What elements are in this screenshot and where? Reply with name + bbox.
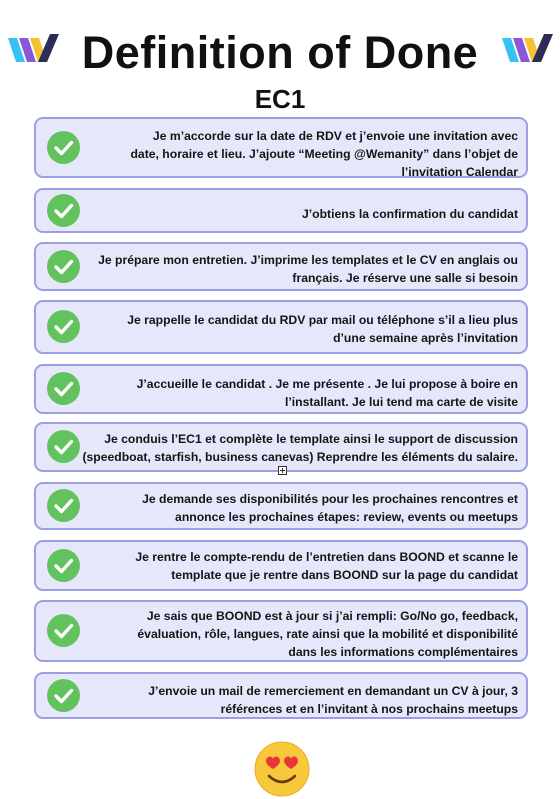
checklist-item-text (148, 682, 518, 718)
checklist-item (34, 188, 528, 233)
wemanity-logo-icon (6, 32, 62, 70)
checklist-item-line: Je demande ses disponibilités pour les prochaines rencontres et (142, 492, 518, 506)
checklist-item (34, 600, 528, 662)
checklist-item-text (82, 430, 518, 466)
checklist-item-line: annonce les prochaines étapes: review, events ou meetups (175, 510, 518, 524)
checkmark-icon (47, 489, 80, 522)
checklist-item-line: l’invitation Calendar (401, 165, 518, 179)
checkmark-icon (47, 430, 80, 463)
checklist-item-text (135, 548, 518, 584)
checklist-item-line: Je rappelle le candidat du RDV par mail ou téléphone s’il a lieu plus (127, 313, 518, 327)
checkmark-icon (47, 614, 80, 647)
checklist-item-text (302, 205, 518, 223)
checklist-item-line: J’envoie un mail de remerciement en demandant un CV à jour, 3 (148, 684, 518, 698)
checklist-item (34, 422, 528, 472)
checklist-item-text (130, 127, 518, 181)
checklist-item-line: français. Je réserve une salle si besoin (292, 271, 518, 285)
checklist-item (34, 242, 528, 291)
checklist-item-line: d’une semaine après l’invitation (333, 331, 518, 345)
move-handle-icon[interactable] (278, 466, 287, 475)
checklist-item-line: J’accueille le candidat . Je me présente . Je lui propose à boire en (136, 377, 518, 391)
checkmark-icon (47, 194, 80, 227)
checkmark-icon (47, 250, 80, 283)
checklist-item (34, 482, 528, 530)
checklist-item-text (98, 251, 518, 287)
page-title: Definition of Done (81, 27, 479, 78)
checklist-item-line: Je conduis l’EC1 et complète le template ainsi le support de discussion (104, 432, 518, 446)
checklist-item (34, 540, 528, 591)
checkmark-icon (47, 549, 80, 582)
checklist-item-line: Je prépare mon entretien. J’imprime les templates et le CV en anglais ou (98, 253, 518, 267)
checklist-item-text (137, 607, 518, 661)
checklist-item-line: Je m’accorde sur la date de RDV et j’envoie une invitation avec (152, 129, 518, 143)
checklist-item-line: template que je rentre dans BOOND sur la page du candidat (171, 568, 518, 582)
checklist-item-line: date, horaire et lieu. J’ajoute “Meeting @Wemanity” dans l’objet de (130, 147, 518, 161)
checklist-item (34, 300, 528, 354)
title-row (0, 22, 560, 84)
checkmark-icon (47, 372, 80, 405)
checklist-item-text (142, 490, 518, 526)
checklist-item-line: l’installant. Je lui tend ma carte de visite (285, 395, 518, 409)
checklist-item-line: dans les informations complémentaires (288, 645, 518, 659)
checklist-item-line: références et en l’invitant à nos prochains meetups (220, 702, 518, 716)
checklist-item-line: Je sais que BOOND est à jour si j’ai rempli: Go/No go, feedback, (146, 609, 518, 623)
checklist-item-text (127, 311, 518, 347)
checklist-item-line: J’obtiens la confirmation du candidat (301, 207, 518, 221)
checkmark-icon (47, 679, 80, 712)
checklist-item (34, 364, 528, 414)
checkmark-icon (47, 131, 80, 164)
page-subtitle: EC1 (254, 84, 306, 114)
checklist-item-line: évaluation, rôle, langues, rate ainsi que la mobilité et disponibilité (137, 627, 518, 641)
checklist-item (34, 672, 528, 719)
checklist-item-line: (speedboat, starfish, business canevas) Reprendre les éléments du salaire. (82, 450, 518, 464)
checklist-item (34, 117, 528, 178)
wemanity-logo-icon (500, 32, 556, 70)
heart-eyes-smiley-icon (254, 741, 310, 797)
checkmark-icon (47, 310, 80, 343)
checklist-item-line: Je rentre le compte-rendu de l’entretien dans BOOND et scanne le (135, 550, 518, 564)
checklist-item-text (137, 375, 518, 411)
